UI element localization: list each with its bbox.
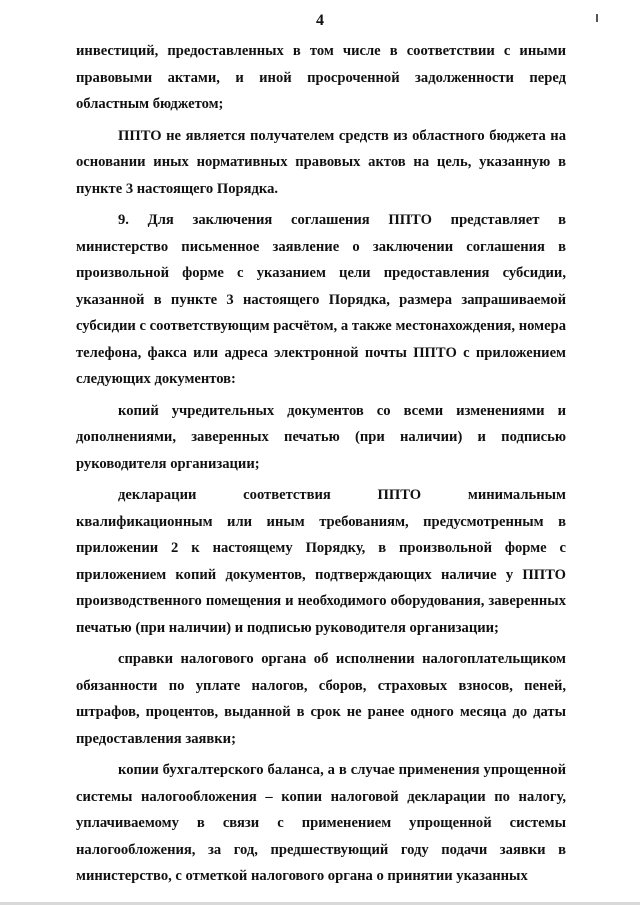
page-number: 4 <box>316 12 324 29</box>
paragraph-debt-continuation: инвестиций, предоставленных в том числе в соответствии с иными правовыми актами, и иной просроченной задолженности перед областным бюджетом; <box>76 43 566 112</box>
paragraph-clause-9: 9. Для заключения соглашения ППТО представляет в министерство письменное заявление о заключении соглашения в произвольной форме с указанием цели предоставления субсидии, указанной в пункте 3 настоящего Порядка, размера запрашиваемой субсидии с соответствующим расчётом, а также местонахождения, номера телефона, факса или адреса электронной почты ППТО с приложением следующих документов: <box>76 212 566 387</box>
list-item-founding-documents: копий учредительных документов со всеми изменениями и дополнениями, заверенных печатью (при наличии) и подписью руководителя организации; <box>76 402 566 472</box>
document-body <box>76 38 566 890</box>
list-item-tax-certificate: справки налогового органа об исполнении налогоплательщиком обязанности по уплате налогов, сборов, страховых взносов, пеней, штрафов, процентов, выданной в срок не ранее одного месяца до даты предоставления заявки; <box>76 651 566 747</box>
paragraph-not-recipient: ППТО не является получателем средств из областного бюджета на основании иных нормативных правовых актов на цель, указанную в пункте 3 настоящего Порядка. <box>76 127 566 197</box>
list-item-balance-sheet: копии бухгалтерского баланса, а в случае применения упрощенной системы налогообложения – копии налоговой декларации по налогу, уплачиваемому в связи с применением упрощенной системы налогообложения, за год, предшествующий году подачи заявки в министерство, с отметкой налогового органа о принятии указанных <box>76 762 566 884</box>
list-item-conformity-declaration: декларации соответствия ППТО минимальным квалификационным или иным требованиям, предусмотренным в приложении 2 к настоящему Порядку, в произвольной форме с приложением копий документов, подтверждающих наличие у ППТО производственного помещения и необходимого оборудования, заверенных печатью (при наличии) и подписью руководителя организации; <box>76 487 566 636</box>
